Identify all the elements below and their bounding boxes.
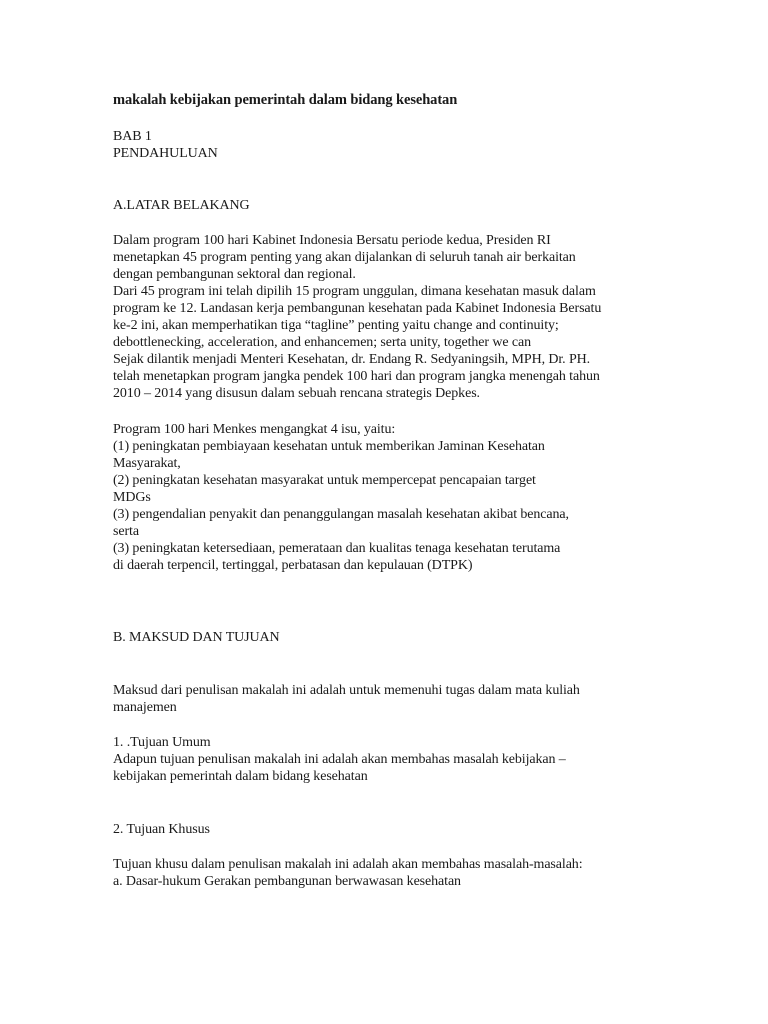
- paragraph-line: Tujuan khusu dalam penulisan makalah ini adalah akan membahas masalah-masalah:: [113, 857, 583, 872]
- paragraph-line: Program 100 hari Menkes mengangkat 4 isu, yaitu:: [113, 422, 396, 437]
- paragraph-line: 2010 – 2014 yang disusun dalam sebuah rencana strategis Depkes.: [113, 386, 480, 401]
- paragraph-line: manajemen: [113, 700, 177, 715]
- paragraph-line: Adapun tujuan penulisan makalah ini adalah akan membahas masalah kebijakan –: [113, 752, 566, 767]
- paragraph-line: Maksud dari penulisan makalah ini adalah untuk memenuhi tugas dalam mata kuliah: [113, 683, 580, 698]
- bab-label: BAB 1: [113, 129, 152, 144]
- paragraph-line: Dalam program 100 hari Kabinet Indonesia Bersatu periode kedua, Presiden RI: [113, 233, 551, 248]
- paragraph-line: menetapkan 45 program penting yang akan dijalankan di seluruh tanah air berkaitan: [113, 250, 576, 265]
- tujuan-khusus-heading: 2. Tujuan Khusus: [113, 822, 210, 837]
- list-item: (1) peningkatan pembiayaan kesehatan untuk memberikan Jaminan Kesehatan: [113, 439, 545, 454]
- list-item: Masyarakat,: [113, 456, 181, 471]
- document-title: makalah kebijakan pemerintah dalam bidang kesehatan: [113, 92, 458, 108]
- paragraph-line: program ke 12. Landasan kerja pembangunan kesehatan pada Kabinet Indonesia Bersatu: [113, 301, 602, 316]
- paragraph-line: debottlenecking, acceleration, and enhancemen; serta unity, together we can: [113, 335, 532, 350]
- list-item: MDGs: [113, 490, 151, 505]
- list-item: (3) pengendalian penyakit dan penanggulangan masalah kesehatan akibat bencana,: [113, 507, 569, 522]
- list-item: serta: [113, 524, 139, 539]
- section-b-heading: B. MAKSUD DAN TUJUAN: [113, 630, 280, 645]
- tujuan-umum-heading: 1. .Tujuan Umum: [113, 735, 211, 750]
- paragraph-line: dengan pembangunan sektoral dan regional.: [113, 267, 356, 282]
- paragraph-line: telah menetapkan program jangka pendek 100 hari dan program jangka menengah tahun: [113, 369, 600, 384]
- section-a-heading: A.LATAR BELAKANG: [113, 198, 250, 213]
- list-item: (3) peningkatan ketersediaan, pemerataan dan kualitas tenaga kesehatan terutama: [113, 541, 561, 556]
- paragraph-line: ke-2 ini, akan memperhatikan tiga “tagline” penting yaitu change and continuity;: [113, 318, 559, 333]
- paragraph-line: Dari 45 program ini telah dipilih 15 program unggulan, dimana kesehatan masuk dalam: [113, 284, 596, 299]
- list-item: di daerah terpencil, tertinggal, perbatasan dan kepulauan (DTPK): [113, 558, 473, 573]
- paragraph-line: Sejak dilantik menjadi Menteri Kesehatan, dr. Endang R. Sedyaningsih, MPH, Dr. PH.: [113, 352, 591, 367]
- paragraph-line: kebijakan pemerintah dalam bidang kesehatan: [113, 769, 368, 784]
- list-item: a. Dasar-hukum Gerakan pembangunan berwawasan kesehatan: [113, 874, 461, 889]
- list-item: (2) peningkatan kesehatan masyarakat untuk mempercepat pencapaian target: [113, 473, 536, 488]
- chapter-title: PENDAHULUAN: [113, 146, 218, 161]
